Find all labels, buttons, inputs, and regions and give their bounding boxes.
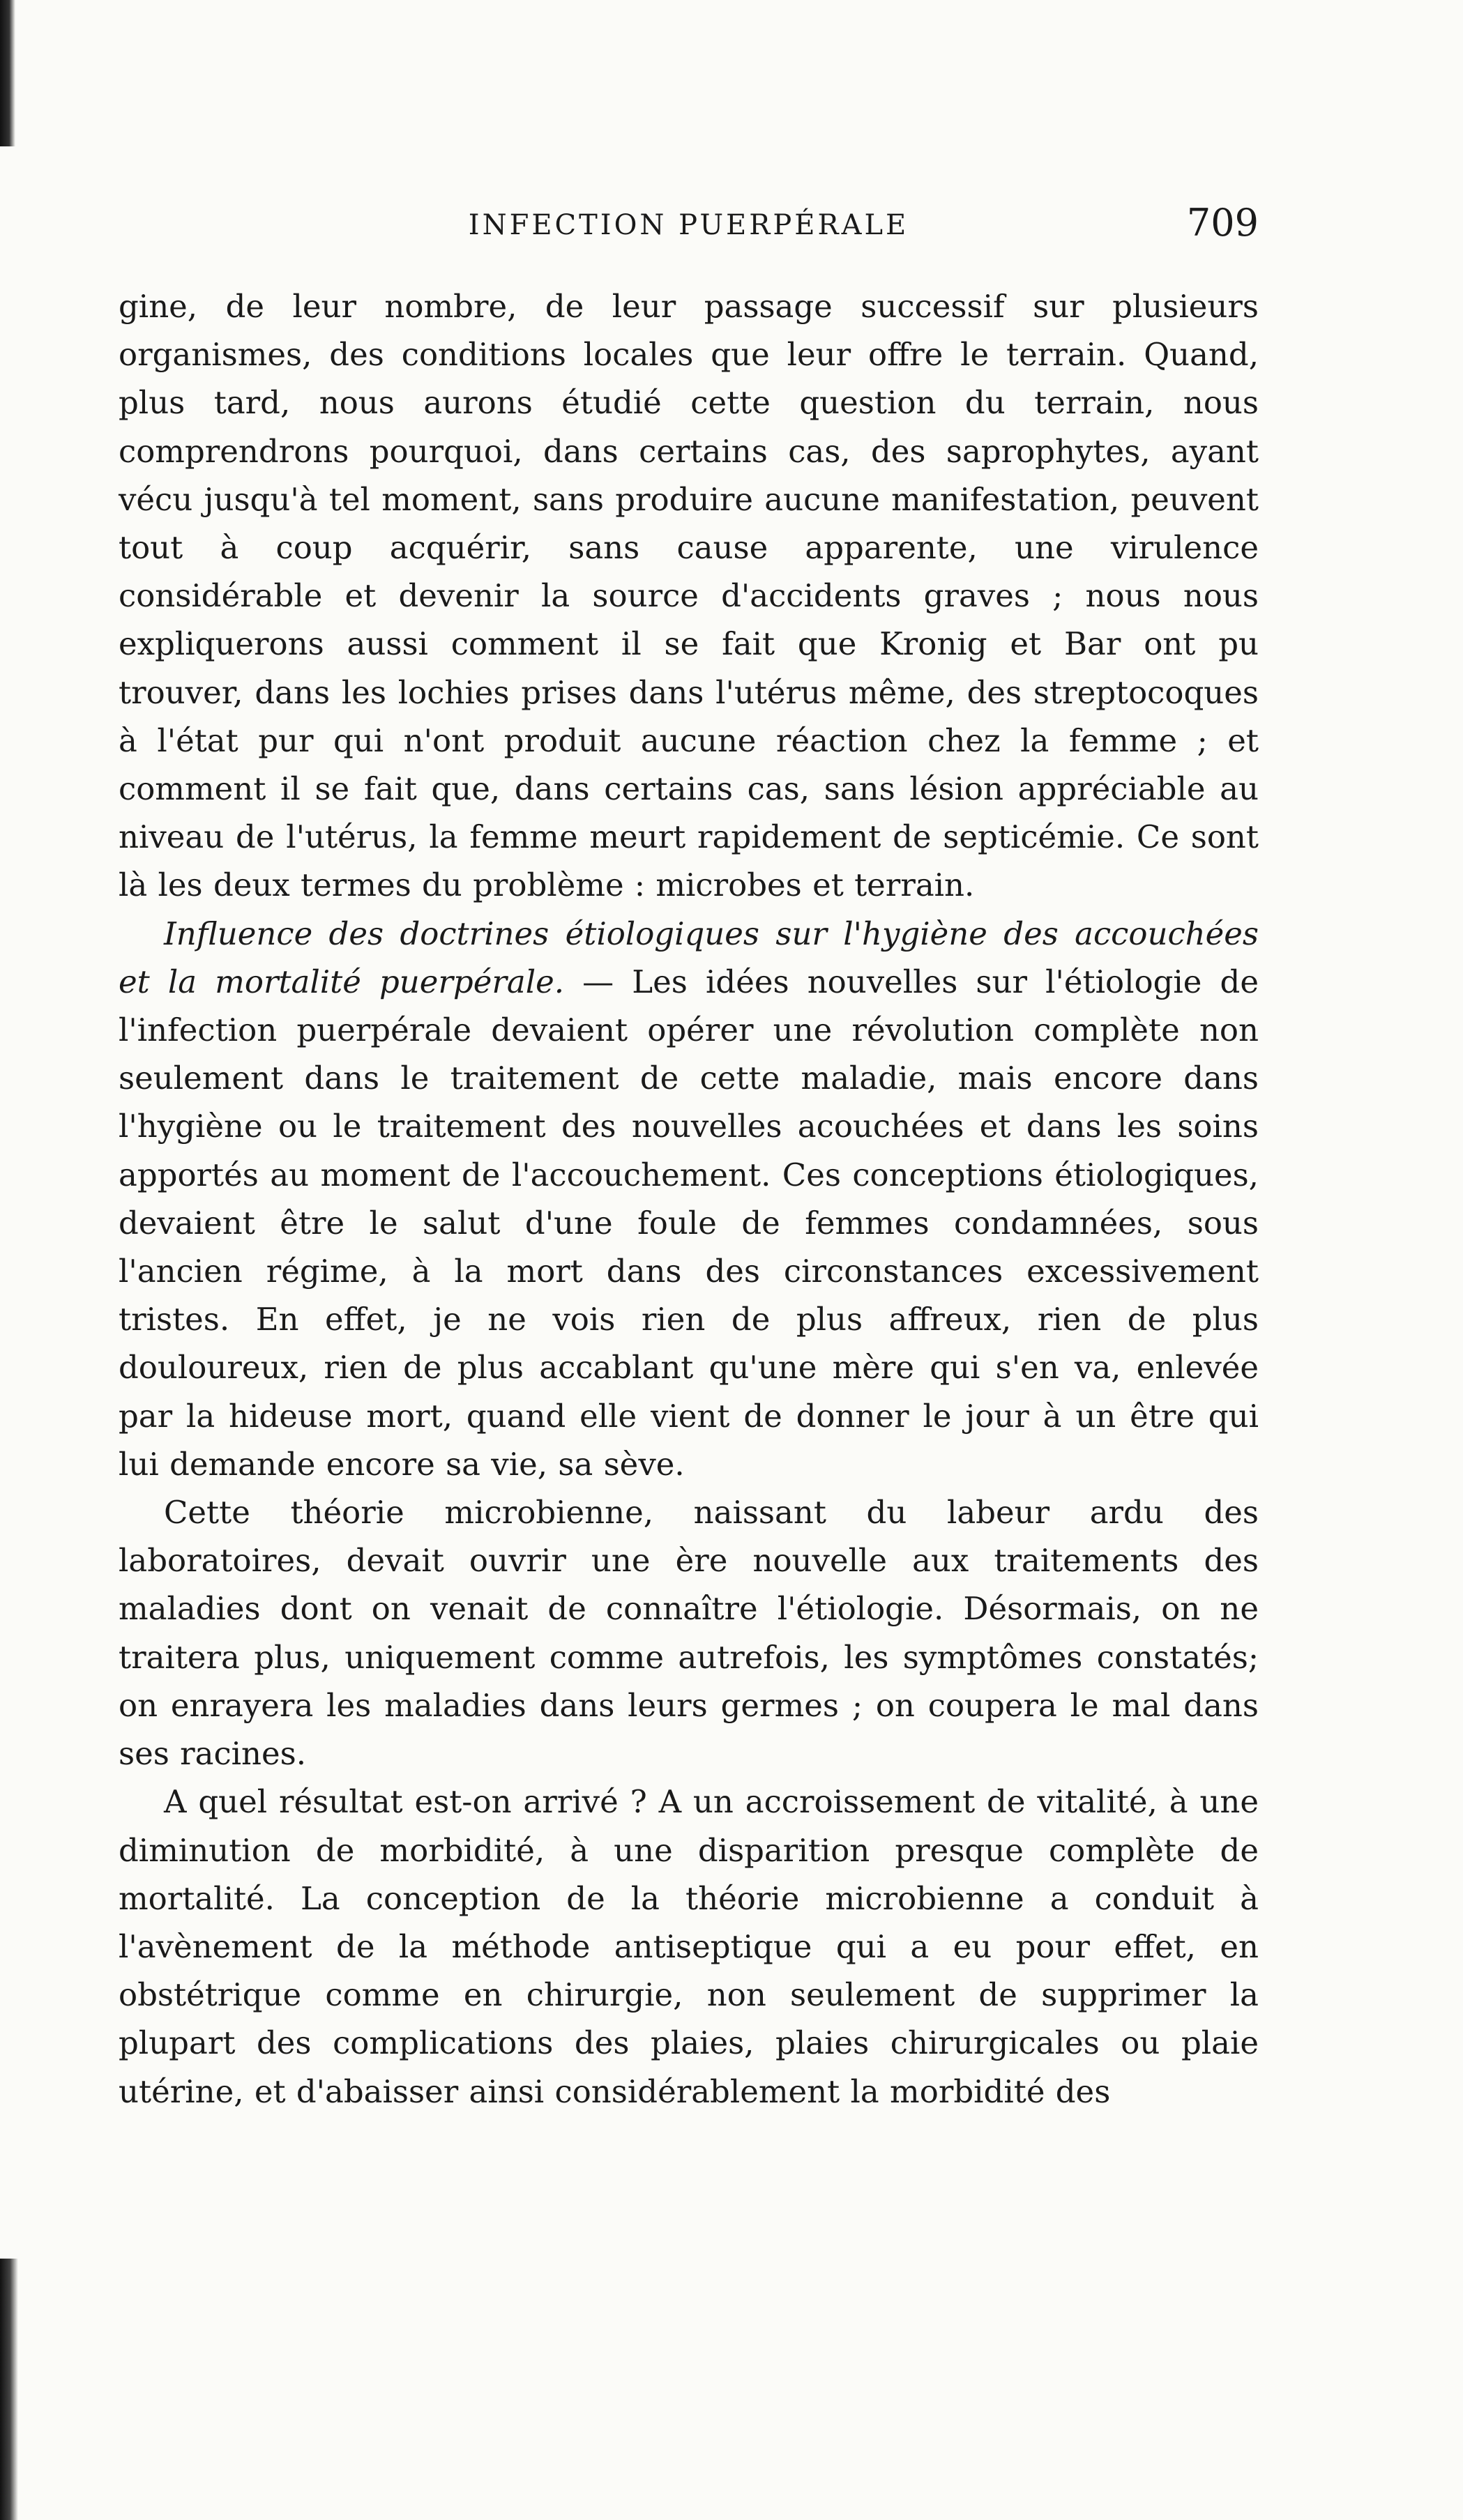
- paragraph-continuation: [119, 282, 1259, 910]
- paragraph-text: A quel résultat est-on arrivé ? A un accroissement de vitalité, à une diminution de morbidité, à une disparition presque complète de mortalité. La conception de la théorie microbienne a conduit à l'avènement de la méthode antiseptique qui a eu pour effet, en obstétrique comme en chirurgie, non seulement de supprimer la plupart des complications des plaies, plaies chirurgicales ou plaie utérine, et d'abaisser ainsi considérablement la morbidité des: [119, 1783, 1259, 2110]
- paragraph-results: [119, 1778, 1259, 2115]
- paragraph-influence-section: [119, 910, 1259, 1488]
- paragraph-text: — Les idées nouvelles sur l'étiologie de l'infection puerpérale devaient opérer une révolution complète non seulement dans le traitement de cette maladie, mais encore dans l'hygiène ou le traitement des nouvelles acouchées et dans les soins apportés au moment de l'accouchement. Ces conceptions étiologiques, devaient être le salut d'une foule de femmes condamnées, sous l'ancien régime, à la mort dans des circonstances excessivement tristes. En effet, je ne vois rien de plus affreux, rien de plus douloureux, rien de plus accablant qu'une mère qui s'en va, enlevée par la hideuse mort, quand elle vient de donner le jour à un être qui lui demande encore sa vie, sa sève.: [119, 963, 1259, 1483]
- scan-edge-shadow: [0, 2259, 18, 2520]
- page-number: 709: [1186, 201, 1259, 245]
- paragraph-text: Cette théorie microbienne, naissant du labeur ardu des laboratoires, devait ouvrir une ère nouvelle aux traitements des maladies dont on venait de connaître l'étiologie. Désormais, on ne traitera plus, uniquement comme autrefois, les symptômes constatés; on enrayera les maladies dans leurs germes ; on coupera le mal dans ses racines.: [119, 1494, 1259, 1773]
- section-rubric: Influence des doctrines étiologiques sur l'hygiène des accouchées et la mortalité puerpérale.: [119, 915, 1259, 1000]
- paragraph-microbial-theory: [119, 1488, 1259, 1778]
- page-header: [119, 188, 1259, 251]
- paragraph-text: gine, de leur nombre, de leur passage successif sur plusieurs organismes, des conditions locales que leur offre le terrain. Quand, plus tard, nous aurons étudié cette question du terrain, nous comprendrons pourquoi, dans certains cas, des saprophytes, ayant vécu jusqu'à tel moment, sans produire aucune manifestation, peuvent tout à coup acquérir, sans cause apparente, une virulence considérable et devenir la source d'accidents graves ; nous nous expliquerons aussi comment il se fait que Kronig et Bar ont pu trouver, dans les lochies prises dans l'utérus même, des streptocoques à l'état pur qui n'ont produit aucune réaction chez la femme ; et comment il se fait que, dans certains cas, sans lésion appréciable au niveau de l'utérus, la femme meurt rapidement de septicémie. Ce sont là les deux termes du problème : microbes et terrain.: [119, 288, 1259, 904]
- body-text: [119, 282, 1259, 2116]
- running-head: INFECTION PUERPÉRALE: [468, 209, 909, 241]
- scan-edge-shadow: [0, 0, 15, 146]
